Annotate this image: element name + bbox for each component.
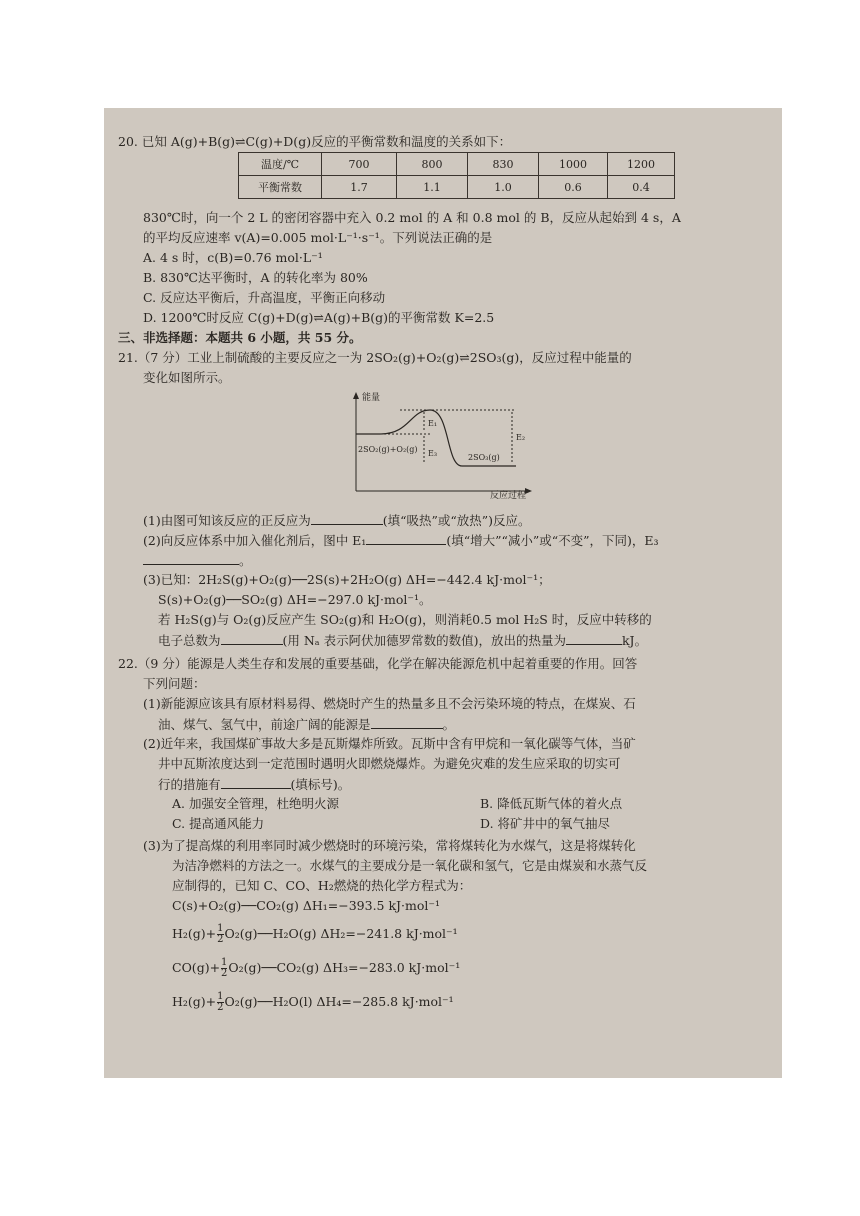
q20-option-a: A. 4 s 时，c(B)=0.76 mol·L⁻¹ (143, 250, 323, 265)
energy-diagram (340, 388, 540, 500)
q22-part2-hint: (填标号)。 (290, 777, 351, 792)
products-label: 2SO₃(g) (468, 453, 500, 462)
equation-2 (172, 924, 458, 945)
table-cell: 1000 (539, 153, 608, 176)
table-cell: 0.4 (608, 176, 675, 199)
q21-line2: 变化如图所示。 (143, 370, 231, 385)
fraction-denominator: 2 (217, 934, 224, 945)
q22-part2-line3 (158, 776, 350, 793)
answer-blank[interactable] (566, 632, 622, 645)
q21-part3-line1: (3)已知：2H₂S(g)+O₂(g)──2S(s)+2H₂O(g) ΔH=−442.4 kJ·mol⁻¹； (143, 572, 551, 587)
q22-part3-line1: (3)为了提高煤的利用率同时减少燃烧时的环境污染，常将煤转化为水煤气，这是将煤转化 (143, 838, 636, 853)
answer-blank[interactable] (221, 632, 283, 645)
table-cell: 1.1 (397, 176, 468, 199)
table-cell: 700 (322, 153, 397, 176)
q22-option-b: B. 降低瓦斯气体的着火点 (480, 796, 623, 811)
fraction-half (221, 958, 227, 979)
q21-part3-line2: S(s)+O₂(g)──SO₂(g) ΔH=−297.0 kJ·mol⁻¹。 (158, 592, 432, 607)
equation-3 (172, 958, 460, 979)
x-axis-label: 反应过程 (490, 491, 527, 500)
q21-part3-text2: (用 Nₐ 表示阿伏加德罗常数的数值)，放出的热量为 (282, 633, 566, 648)
y-axis-arrow (353, 392, 359, 399)
q22-part3-line3: 应制得的，已知 C、CO、H₂燃烧的热化学方程式为： (172, 878, 472, 893)
q22-part1-text: 油、煤气、氢气中，前途广阔的能源是 (158, 717, 371, 732)
q20-option-d: D. 1200℃时反应 C(g)+D(g)⇌A(g)+B(g)的平衡常数 K=2.5 (143, 310, 495, 325)
table-head-temp: 温度/℃ (239, 153, 322, 176)
q22-part1-line2: 油、煤气、氢气中，前途广阔的能源是 。 (158, 717, 456, 732)
fraction-half (217, 924, 223, 945)
q22-part2-line1: (2)近年来，我国煤矿事故大多是瓦斯爆炸所致。瓦斯中含有甲烷和一氧化碳等气体，当矿 (143, 736, 636, 751)
q22-option-a: A. 加强安全管理，杜绝明火源 (172, 796, 339, 811)
e3-label: E₃ (428, 449, 438, 458)
table-cell: 800 (397, 153, 468, 176)
q22-option-c: C. 提高通风能力 (172, 816, 265, 831)
e1-label: E₁ (428, 419, 438, 428)
q22-line1: 22.（9 分）能源是人类生存和发展的重要基础，化学在解决能源危机中起着重要的作用。回答 (118, 656, 638, 671)
equation-1: C(s)+O₂(g)──CO₂(g) ΔH₁=−393.5 kJ·mol⁻¹ (172, 898, 441, 913)
equation-4-lhs: H₂(g)+ (172, 994, 217, 1009)
equation-3-lhs: CO(g)+ (172, 960, 221, 975)
q20-line1: 830℃时，向一个 2 L 的密闭容器中充入 0.2 mol 的 A 和 0.8 mol 的 B，反应从起始到 4 s，A (143, 210, 681, 225)
q22-part3-line2: 为洁净燃料的方法之一。水煤气的主要成分是一氧化碳和氢气，它是由煤炭和水蒸气反 (172, 858, 648, 873)
fraction-numerator: 1 (217, 923, 224, 934)
q20-option-b: B. 830℃达平衡时，A 的转化率为 80% (143, 270, 368, 285)
reactants-label: 2SO₂(g)+O₂(g) (358, 445, 418, 454)
fraction-denominator: 2 (221, 968, 228, 979)
equation-2-rhs: O₂(g)──H₂O(g) ΔH₂=−241.8 kJ·mol⁻¹ (224, 926, 458, 941)
x-axis-arrow (525, 488, 532, 494)
q22-part2-text: 行的措施有 (158, 777, 221, 792)
equation-3-rhs: O₂(g)──CO₂(g) ΔH₃=−283.0 kJ·mol⁻¹ (228, 960, 461, 975)
q21-part2-text: (2)向反应体系中加入催化剂后，图中 E₁ (143, 533, 367, 548)
q21-part1-text: (1)由图可知该反应的正反应为 (143, 513, 311, 528)
q21-part3-line4 (158, 632, 647, 649)
q20-option-c: C. 反应达平衡后，升高温度，平衡正向移动 (143, 290, 386, 305)
answer-blank[interactable] (366, 532, 446, 545)
q22-option-d: D. 将矿井中的氧气抽尽 (480, 816, 611, 831)
q21-part1-hint: (填“吸热”或“放热”)反应。 (382, 513, 531, 528)
q21-line1: 21.（7 分）工业上制硫酸的主要反应之一为 2SO₂(g)+O₂(g)⇌2SO₃(g)，反应过程中能量的 (118, 350, 632, 365)
q20-line2: 的平均反应速率 v(A)=0.005 mol·L⁻¹·s⁻¹。下列说法正确的是 (143, 230, 493, 245)
section-heading: 三、非选择题：本题共 6 小题，共 55 分。 (118, 330, 362, 345)
q21-part2 (143, 532, 659, 549)
e2-label: E₂ (516, 433, 526, 442)
fraction-half (217, 992, 223, 1013)
q22-line2: 下列问题： (143, 676, 206, 691)
table-cell: 830 (468, 153, 539, 176)
equation-2-lhs: H₂(g)+ (172, 926, 217, 941)
q21-part2-hint: (填“增大”“减小”或“不变”，下同)，E₃ (446, 533, 659, 548)
q21-part3-line3: 若 H₂S(g)与 O₂(g)反应产生 SO₂(g)和 H₂O(g)，则消耗0.5 mol H₂S 时，反应中转移的 (158, 612, 652, 627)
q21-part2-line2: 。 (143, 552, 252, 569)
q21-part3-text: 电子总数为 (158, 633, 221, 648)
answer-blank[interactable] (311, 512, 383, 525)
y-axis-label: 能量 (362, 393, 381, 403)
table-cell: 1200 (608, 153, 675, 176)
answer-blank[interactable] (371, 716, 443, 729)
q22-part1-line1: (1)新能源应该具有原材料易得、燃烧时产生的热量多且不会污染环境的特点，在煤炭、石 (143, 696, 636, 711)
table-cell: 1.7 (322, 176, 397, 199)
table-cell: 0.6 (539, 176, 608, 199)
fraction-numerator: 1 (221, 957, 228, 968)
fraction-denominator: 2 (217, 1002, 224, 1013)
equation-4 (172, 992, 454, 1013)
q22-part2-line2: 井中瓦斯浓度达到一定范围时遇明火即燃烧爆炸。为避免灾难的发生应采取的切实可 (158, 756, 621, 771)
equation-4-rhs: O₂(g)──H₂O(l) ΔH₄=−285.8 kJ·mol⁻¹ (224, 994, 454, 1009)
q21-part3-unit: kJ。 (621, 633, 648, 648)
answer-blank[interactable] (143, 552, 239, 565)
answer-blank[interactable] (221, 776, 291, 789)
equilibrium-table (238, 152, 675, 199)
q20-stem: 20. 已知 A(g)+B(g)⇌C(g)+D(g)反应的平衡常数和温度的关系如下： (118, 134, 512, 149)
q21-part1 (143, 512, 531, 529)
table-cell: 1.0 (468, 176, 539, 199)
fraction-numerator: 1 (217, 991, 224, 1002)
table-head-k: 平衡常数 (239, 176, 322, 199)
